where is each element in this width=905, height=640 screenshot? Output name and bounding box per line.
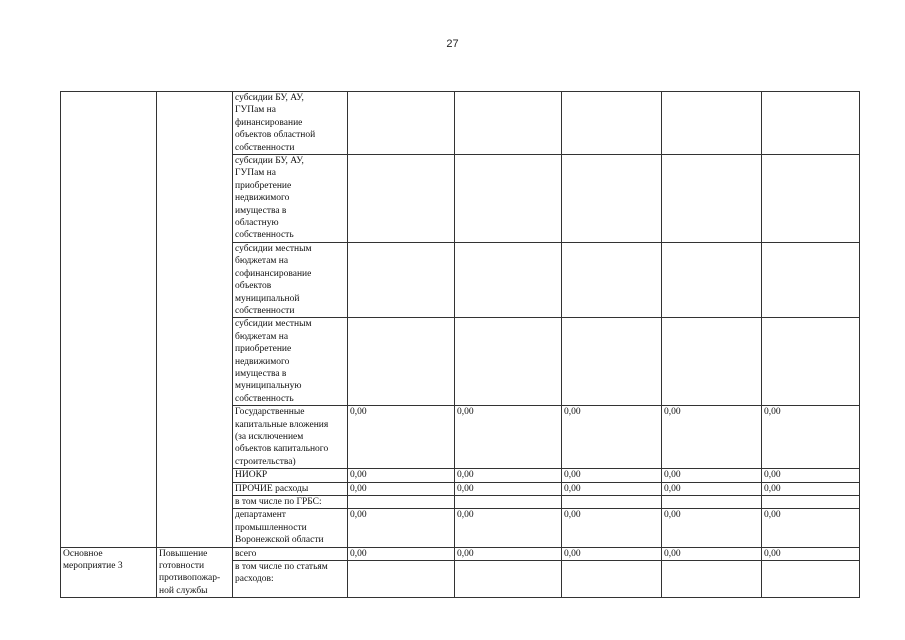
expense-type-label: в том числе по статьям расходов: xyxy=(233,561,348,598)
value-cell: 0,00 xyxy=(562,469,662,482)
page-number: 27 xyxy=(446,38,459,50)
value-cell: 0,00 xyxy=(762,509,860,547)
value-cell: 0,00 xyxy=(348,469,455,482)
value-cell xyxy=(562,561,662,598)
value-cell: 0,00 xyxy=(662,469,762,482)
value-cell: 0,00 xyxy=(762,547,860,560)
value-cell xyxy=(662,92,762,155)
value-cell xyxy=(348,155,455,243)
value-cell: 0,00 xyxy=(562,406,662,469)
value-cell xyxy=(455,92,562,155)
value-cell xyxy=(762,561,860,598)
value-cell xyxy=(455,242,562,317)
measure-name-cell: Повышение готовности противопожар- ной службы xyxy=(157,547,233,598)
value-cell xyxy=(348,318,455,406)
value-cell xyxy=(762,496,860,509)
status-cell-continued xyxy=(61,92,157,548)
table-row xyxy=(61,547,860,560)
value-cell xyxy=(762,318,860,406)
expenditure-table xyxy=(60,91,860,598)
expense-type-label: Государственные капитальные вложения (за исключением объектов капитального строительства) xyxy=(233,406,348,469)
value-cell xyxy=(762,92,860,155)
value-cell xyxy=(562,496,662,509)
expense-type-label: всего xyxy=(233,547,348,560)
value-cell: 0,00 xyxy=(455,469,562,482)
value-cell xyxy=(662,496,762,509)
value-cell: 0,00 xyxy=(455,509,562,547)
value-cell: 0,00 xyxy=(348,482,455,495)
value-cell: 0,00 xyxy=(662,509,762,547)
value-cell: 0,00 xyxy=(762,469,860,482)
value-cell xyxy=(562,242,662,317)
expense-type-label: департамент промышленности Воронежской области xyxy=(233,509,348,547)
value-cell xyxy=(455,155,562,243)
value-cell xyxy=(762,242,860,317)
expense-type-label: субсидии местным бюджетам на софинансирование объектов муниципальной собственности xyxy=(233,242,348,317)
value-cell xyxy=(662,318,762,406)
value-cell: 0,00 xyxy=(455,482,562,495)
value-cell: 0,00 xyxy=(348,547,455,560)
expense-type-label: субсидии местным бюджетам на приобретение недвижимого имущества в муниципальную собственность xyxy=(233,318,348,406)
value-cell: 0,00 xyxy=(762,406,860,469)
value-cell xyxy=(662,242,762,317)
value-cell xyxy=(562,318,662,406)
value-cell xyxy=(348,242,455,317)
expense-type-label: НИОКР xyxy=(233,469,348,482)
expense-type-label: ПРОЧИЕ расходы xyxy=(233,482,348,495)
value-cell xyxy=(562,155,662,243)
value-cell xyxy=(662,561,762,598)
value-cell: 0,00 xyxy=(348,406,455,469)
value-cell xyxy=(348,561,455,598)
value-cell: 0,00 xyxy=(455,547,562,560)
value-cell: 0,00 xyxy=(455,406,562,469)
value-cell xyxy=(348,92,455,155)
value-cell: 0,00 xyxy=(562,482,662,495)
value-cell xyxy=(455,561,562,598)
measure-status-cell: Основное мероприятие 3 xyxy=(61,547,157,598)
value-cell: 0,00 xyxy=(662,406,762,469)
value-cell: 0,00 xyxy=(562,509,662,547)
expense-type-label: субсидии БУ, АУ, ГУПам на приобретение недвижимого имущества в областную собственность xyxy=(233,155,348,243)
value-cell xyxy=(455,318,562,406)
expense-type-label: субсидии БУ, АУ, ГУПам на финансирование объектов областной собственности xyxy=(233,92,348,155)
table-row xyxy=(61,92,860,155)
value-cell: 0,00 xyxy=(348,509,455,547)
value-cell xyxy=(762,155,860,243)
expense-type-label: в том числе по ГРБС: xyxy=(233,496,348,509)
value-cell: 0,00 xyxy=(662,547,762,560)
value-cell xyxy=(562,92,662,155)
value-cell: 0,00 xyxy=(562,547,662,560)
value-cell: 0,00 xyxy=(662,482,762,495)
name-cell-continued xyxy=(157,92,233,548)
value-cell: 0,00 xyxy=(762,482,860,495)
value-cell xyxy=(348,496,455,509)
value-cell xyxy=(455,496,562,509)
value-cell xyxy=(662,155,762,243)
